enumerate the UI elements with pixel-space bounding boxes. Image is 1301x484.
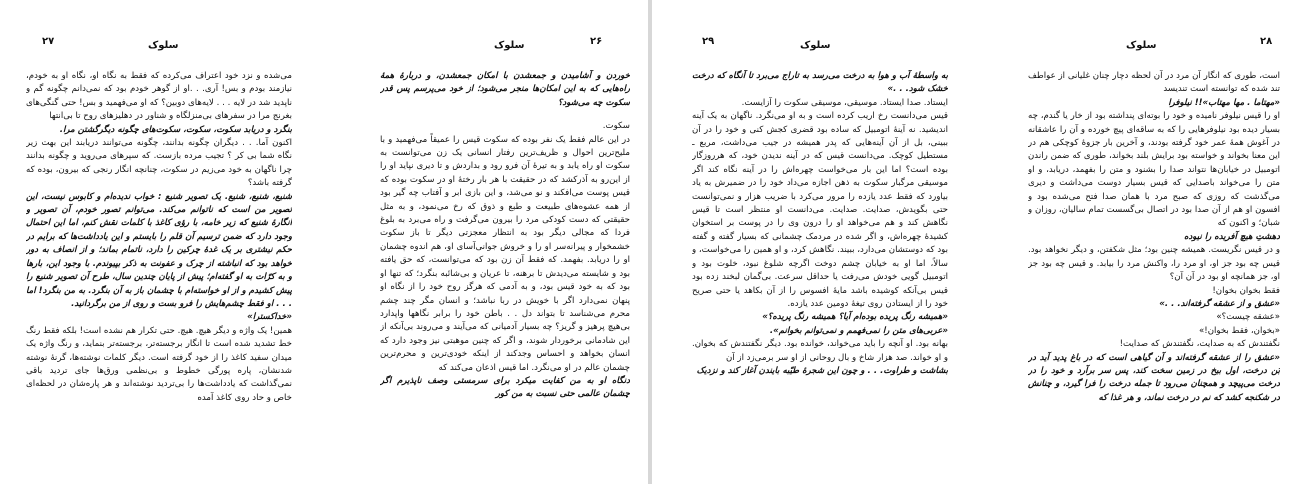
body-paragraph: همین! یک واژه و دیگر هیچ. هیچ. حتی تکرار هم نشده است! بلکه فقط رنگ خط تشدید شده است تا انگار برجسته‌تر، برجسته‌تر بنماید، و رنگ واژه یک میدان سفید کاغذ را از خود گرفته است. دیگر کلمات نوشته‌ها، گرنهٔ نوشته شدنشان، پاره پورگی خطوط و بی‌نظمی ورق‌ها جای تردید باقی نمی‌گذاشت که یادداشت‌ها را بی‌تردید نوشته‌اند و هر پاره‌شان در لحظه‌ای خاص و حاد روی کاغذ آمده <box>26 325 292 403</box>
quoted-passage: دنگاه او به من کفایت میکرد برای سرمستی وصف ناپذیرم اگر چشمان عالمی حتی نسبت به من کور <box>380 375 630 400</box>
left-spread <box>0 0 648 484</box>
body-paragraph: «بخوان، فقط بخوان!» <box>1199 325 1280 336</box>
page-28 <box>976 0 1301 484</box>
page-number: ۲۶ <box>590 36 603 47</box>
body-paragraph: اکنون آما. . . دیگران چگونه بدانند، چگونه می‌توانند دریابند این بهت زیر نگاه شما بی کر ؟ تجیب مرده بازست. که سپرهای می‌روید و چگونه بدانند چرا ناگهان به خود می‌زیم در سکوت، چنانچه انگار رنجی که بیرون، بوده که گرفته باشد؟ <box>26 138 292 189</box>
quoted-passage: شنیع، شنیع، شنیع. یک تصویر شنیع : خواب ندیده‌ام و کابوس نیست، این تصویر من است که ناتوانم می‌کند. می‌توانم تصور خودم، آن تصویر و انگارهٔ شنیع که زیر خامه، با رؤی کاغذ با کلمات نقش کنم، اما این احتمال وجود دارد که ضمن ترسیم آن قلم را بایستم و این یادداشت‌ها که برایم در حکم نیشتری بر یک غدهٔ چرکین را دارد، ناتمام بماند؛ و از انصاف به دور خواهد بود که انباشته از چرک و عفونت به ذکر بپیوندم. با وجود این، بارها و به کرّات به او گفته‌ام؛ پیش از پایان چندین سال، طرح آن تصویر شنیع را پیش کشیدم و از او خواسته‌ام با چشمان باز به آن بنگرد. به من بنگرد! اما . . . او فقط چشم‌هایش را فرو بست و روی از من برگردانید. <box>26 191 292 309</box>
running-header: سلوک <box>800 40 831 51</box>
page-body <box>1028 70 1280 470</box>
body-paragraph: می‌شده و نزد خود اعتراف می‌کرده که فقط به نگاه او، نگاه او به خودم، نیازمند بودم و بس! آری. . .او از گوهر خودم بود که نمی‌دانم چگونه گم و ناپدید شد در لایه . . . لایه‌های دوبین؟ که او می‌فهمید و بس! حتی گنگی‌های بغرنج مرا در سفرهای بی‌منزلگاه و شناور در دهلیزهای روح تا بی‌انتها <box>26 71 292 122</box>
page-body <box>26 70 292 470</box>
quoted-passage: «عشق و از عشقه گرفته‌اند. . .» <box>1159 298 1280 309</box>
page-number: ۲۹ <box>702 36 715 47</box>
body-paragraph: و در قیس نگریست. همیشه چنین بود؛ مثل شکفتن، و دیگر نخواهد بود. قیس چه بود جز او، او مرد را، واکنش مرد را بیابد. و قیس چه بود جز او، جز همانچه او بود در آن آن؟ <box>1028 245 1280 283</box>
quoted-passage: «مهتاما . مها مهتاب»!! نیلوفرا <box>1168 97 1280 108</box>
body-paragraph: بهانه بود. او آنچه را باید می‌خواند، خوانده بود. دیگر نگفتندش که بخوان. و او خواند. صد هزار شاخ و بال روحانی از او سر برمی‌زد از آن <box>692 339 948 363</box>
right-spread <box>652 0 1301 484</box>
quoted-passage: «عشق را از عشقه گرفته‌اند و آن گیاهی است که در باغ پدید آید در بُن درخت، اول بیخ در زمین سخت کند، پس سر برآرد و خود را در درخت می‌پیچد و همچنان می‌رود تا جمله درخت را فرا گیرد، و چنانش در شکنجه کشد که نم در درخت نماند، و هر غذا که <box>1028 352 1280 403</box>
running-header: سلوک <box>148 40 179 51</box>
body-paragraph: او را قیس نیلوفر نامیده و خود را بوته‌ای پنداشته بود از خار یا گندم، چه بسیار دیده بود نیلوفرهایی را که به ساقه‌ای پیچ خورده و آن را عاشقانه در آغوش همهٔ عمر خود گرفته بودند، و آخرین بار جزوهٔ کوچکی هم در این معنا بخواند و خواسته بود برایش بلند بخواند، طوری که ضمن راندن اتومبیل در خیابان‌ها نتواند صدا را بشنود و متن را بفهمد، دریابد، و او متن را می‌خواند باصدایی که قیس بسیار دوست می‌داشت و دیری می‌گذشت که روزی که صبح مرد با همان صدا فتح می‌شده بود و افسون او هم از آن صدا بود در اتصال بی‌گسست تمام سالیان، روزان و شبان؛ و اکنون که <box>1028 111 1280 229</box>
running-header: سلوک <box>494 40 525 51</box>
page-body <box>380 70 630 470</box>
page-body <box>692 70 948 470</box>
quoted-passage: «عربی‌های متن را نمی‌فهمم و نمی‌توانم بخوانم». <box>769 325 948 336</box>
running-header: سلوک <box>1126 40 1157 51</box>
quoted-passage: به واسطهٔ آب و هوا به درخت می‌رسد به تاراج می‌برد تا آنگاه که درخت خشک شود. . .» <box>692 71 948 95</box>
page-number: ۲۸ <box>1260 36 1273 47</box>
page-number: ۲۷ <box>42 36 55 47</box>
quoted-passage: «خداکسترا» <box>247 312 292 323</box>
page-27 <box>0 0 324 484</box>
quoted-passage: «همیشه رنگ پریده بوده‌ام آیا؟ همیشه رنگ پریده؟» <box>762 312 948 323</box>
body-paragraph: فقط بخوان بخوان! <box>1212 285 1280 296</box>
body-paragraph: است، طوری که انگار آن مرد در آن لحظه دچار چنان غلیانی از عواطف تند شده که توانسته است تندیسد <box>1028 71 1280 95</box>
body-paragraph: «عشقه چیست؟» <box>1216 312 1280 323</box>
quoted-passage: خوردن و آشامیدن و جمعشدن با امکان جمعشدن، و دربارهٔ همهٔ راه‌هایی که به این امکان‌ها منجر می‌شود؛ از خود می‌پرسم پس قدر سکوت چه می‌شود؟ <box>380 71 630 108</box>
body-paragraph: قیس می‌دانست رخ اریب کرده است و به او می‌نگرد. ناگهان به یک آینه اندیشید. نه آینهٔ اتومبیل که ساده بود قضری کجش کنی و خود را در آن ببینی، بل از آن آینه‌هایی که پدر همیشه در جیب می‌داشت، مربع ـ مستطیل کوچک. می‌دانست قیس که در آینه ندیدن خود، که هرروزگار بوده است؟ اما این بار می‌خواست چهره‌اش را در آینه نگاه کند اگر موسیقی مرگبار سکوت به ذهن اجازه می‌داد خود را در ضمیرش به یاد بیاورد که فقط عدد یازده را مرور می‌کرد با ضریب هزار و نمی‌توانست حتی بگویدش، صدایت. صدایت. می‌دانست او منتظر است تا قیس نگاهش کند و هم می‌خواهد او را درون وی را در پوست بر استخوان کشیدهٔ چهره‌اش، و اگر شده در مردمک چشمانی که بسیار گفته و گفته بود که دوستشان می‌دارد، ببیند. نگاهش کرد، و او همین را می‌خواست، و سالاً، اما او به خیابان چشم دوخت اگرچه شلوغ نبود، خلوت بود و اتومبیل گویی خودش می‌رفت یا حداقل سرعت. بی‌گمان لبخند زده بود قیس بی‌آنکه کوشیده باشد مایهٔ افسوس را از آن بکاهد یا حتی صریح خود را از ایستادن روی تیغهٔ دومین عدد یازده. <box>692 111 948 309</box>
body-paragraph: نگفتندش که به صدایت، نگفتندش که صدایت! <box>1119 339 1280 350</box>
body-paragraph: در این عالم فقط یک نفر بوده که سکوت قیس را عمیقاً می‌فهمید و با ملیح‌ترین احوال و ظریف‌ترین رفتار انسانی یک زن می‌توانست به سکوت او راه یابد و به تیرهٔ آن فرو رود و بداردش و تا دیری نپاید او را از این‌رو به آذرکشد که در حقیقت با هر بار رختهٔ او در سکوت بوده که قیس پوست می‌افکند و نو می‌شد، و این بازی ابر و آفتاب چه گیر بود از همه عشوه‌های طبیعت و طبع و ذوق که رخ می‌نمود، و به مثل حقیقتی که دست کودکی مرد را بیرون می‌گرفت و راه می‌برد به بلوغ فردا که مجالی دیگر بود به انتظار معجزتی دیگر تا باز سکوت خشمخوار و پیرانه‌سر او را و خروش جوانی‌آسای او، هم اندوه چشمان او را دریابد. بفهمد. که فقط آن زن بود که می‌توانست، که حق یافته بود و شایسته می‌دیدش تا برهنه، تا عریان و بی‌شائبه بنگرد؛ که تنها او بود که به خود قیس بود، و به آدمی که هرگز روح خود را از نگاه او پنهان نمی‌دارد اگر با خویش در ربا نباشد؛ و انسان مگر چند چشم محرم می‌شناسد تا بتواند دل . . باطن خود را برابر نگاهها واپدارد بی‌هیچ پرهیز و گریز؟ چه بسیار آدمیانی که می‌آیند و می‌روند بی‌آنکه از این شادمانی برخوردار شوند، و اگر که چنین موهبتی نیز وجود دارد که انسان بخواهد و احساس وجدکند از اینکه خودی‌ترین و محرم‌ترین چشمان عالم در او می‌نگرد. اما قیس اذعان می‌کند که <box>380 134 630 373</box>
body-paragraph: ایستاد. صدا ایستاد. موسیقی، موسیقی سکوت را آزایست. <box>741 97 948 108</box>
body-paragraph: سکوت. <box>602 121 630 132</box>
page-26 <box>324 0 648 484</box>
quoted-passage: بنگرد و دریابد سکوت، سکوت، سکوت‌های چگونه دیگرگشتن مرا. <box>59 124 292 135</box>
page-29 <box>652 0 976 484</box>
quoted-passage: بشاشت و طراوت. . . و چون این شجرهٔ طیّبه بایندن آغاز کند و نزدیک <box>696 365 948 376</box>
quoted-passage: دهشتِ هیچ آفریده را نیوده <box>1183 231 1280 242</box>
